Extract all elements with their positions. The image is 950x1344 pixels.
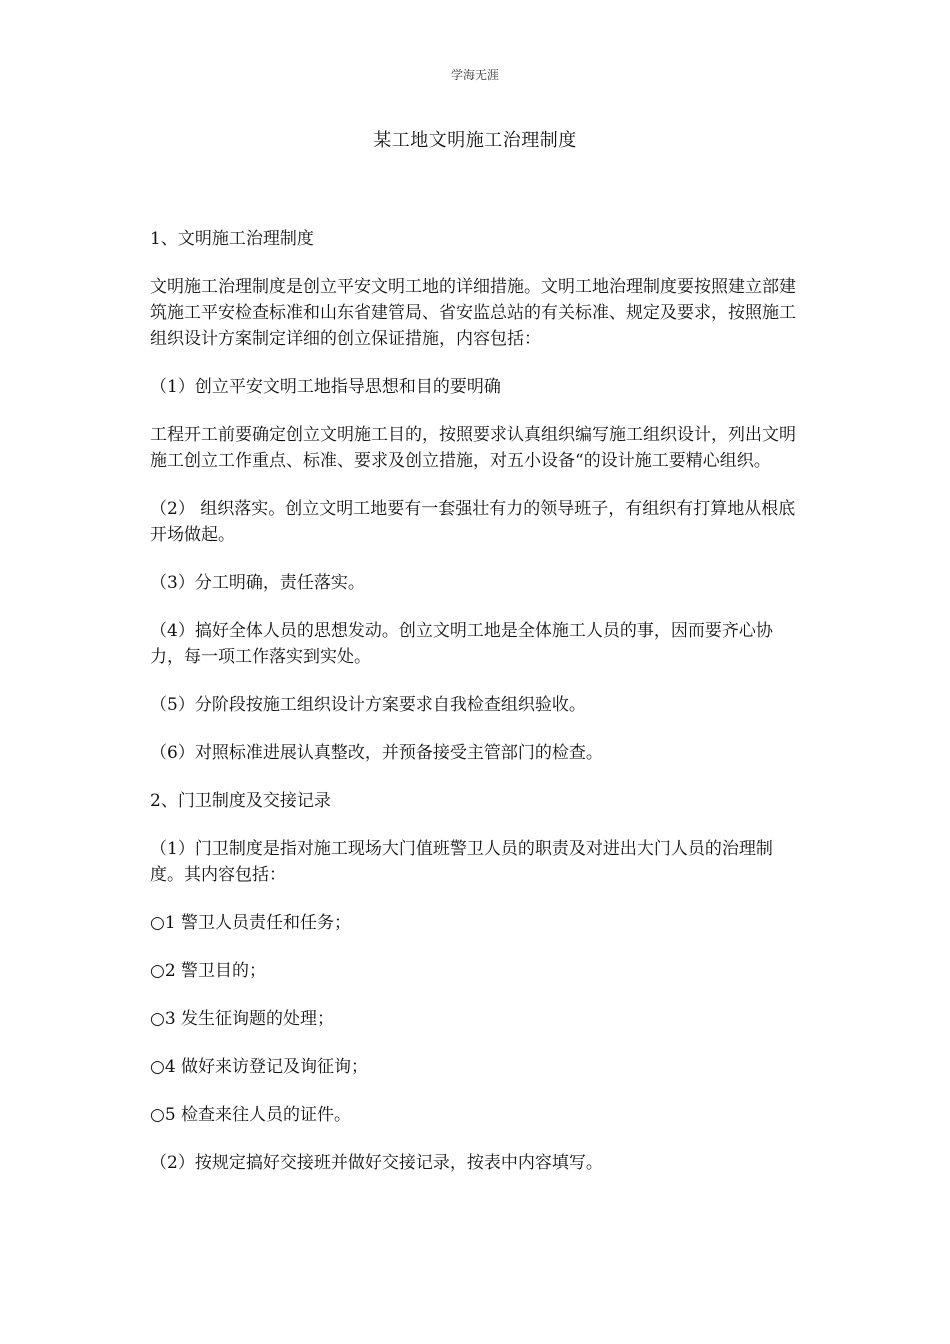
list-item: （1）创立平安文明工地指导思想和目的要明确 xyxy=(150,377,501,397)
paragraph: 文明施工治理制度是创立平安文明工地的详细措施。文明工地治理制度要按照建立部建筑施工平安检查标准和山东省建管局、省安监总站的有关标准、规定及要求，按照施工组织设计方案制定详细的创立保证措施，内容包括： xyxy=(150,277,796,349)
list-item: （5）分阶段按施工组织设计方案要求自我检查组织验收。 xyxy=(150,695,586,715)
bullet-item: ○2 警卫目的； xyxy=(150,961,267,981)
section-heading-2: 2、门卫制度及交接记录 xyxy=(150,791,331,811)
section-heading-1: 1、文明施工治理制度 xyxy=(150,229,314,249)
list-item: （6）对照标准进展认真整改，并预备接受主管部门的检查。 xyxy=(150,743,603,763)
bullet-item: ○1 警卫人员责任和任务； xyxy=(150,913,352,933)
bullet-item: ○3 发生征询题的处理； xyxy=(150,1009,335,1029)
page-header: 学海无涯 xyxy=(450,68,499,82)
bullet-item: ○5 检查来往人员的证件。 xyxy=(150,1105,352,1125)
paragraph: 工程开工前要确定创立文明施工目的，按照要求认真组织编写施工组织设计，列出文明施工创立工作重点、标准、要求及创立措施，对五小设备“的设计施工要精心组织。 xyxy=(150,425,796,471)
document-body xyxy=(150,226,805,1198)
list-item: （2）按规定搞好交接班并做好交接记录，按表中内容填写。 xyxy=(150,1153,603,1173)
list-item: （4）搞好全体人员的思想发动。创立文明工地是全体施工人员的事，因而要齐心协力，每一项工作落实到实处。 xyxy=(150,621,773,667)
document-title: 某工地文明施工治理制度 xyxy=(373,130,577,151)
bullet-item: ○4 做好来访登记及询征询； xyxy=(150,1057,369,1077)
list-item: （1）门卫制度是指对施工现场大门值班警卫人员的职责及对进出大门人员的治理制度。其内容包括： xyxy=(150,839,773,885)
list-item: （3）分工明确，责任落实。 xyxy=(150,573,365,593)
list-item: （2） 组织落实。创立文明工地要有一套强壮有力的领导班子，有组织有打算地从根底开场做起。 xyxy=(150,499,796,545)
